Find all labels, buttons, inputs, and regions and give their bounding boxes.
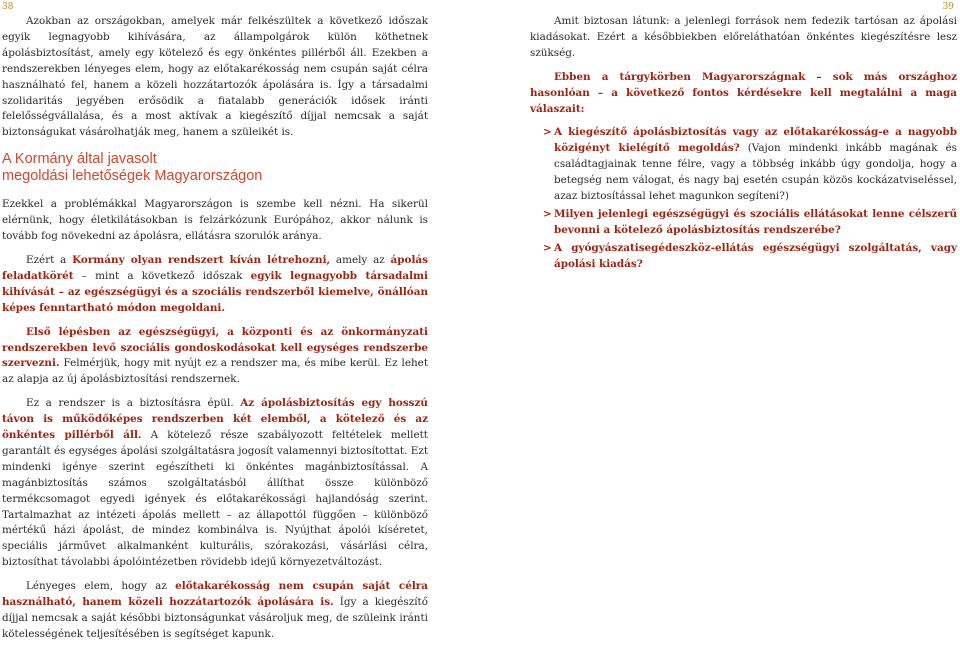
questions-intro: Ebben a tárgykörben Magyarországnak – sok más országhoz hasonlóan – a következő fontos kérdésekre kell megtalálni a maga válaszait: (530, 70, 957, 115)
section-heading (2, 151, 428, 185)
problem-paragraph: Ezekkel a problémákkal Magyarországon is szembe kell nézni. Ha sikerül elérnünk, hogy életkilátásokban is felzárkózunk Európához, akkor nálunk is tovább fog növekedni az ápolásra, ellátásra szorulók aránya. (2, 198, 428, 243)
question-item: > A gyógyászatisegédeszköz-ellátás egészségügyi szolgáltatás, vagy ápolási kiadás? (543, 241, 957, 270)
section-heading-line2: megoldási lehetőségek Magyarországon (2, 168, 263, 185)
question-item: > Milyen jelenlegi egészségügyi és szociális ellátásokat lenne célszerű bevonni a kötelező ápolásbiztosítás rendszerébe? (543, 207, 957, 236)
question-list (530, 125, 957, 272)
emphasis: Kormány olyan rendszert kíván létrehozni, (72, 253, 331, 266)
section-heading-line1: A Kormány által javasolt (2, 151, 157, 168)
left-column (2, 14, 428, 651)
bullet-marker: > (543, 207, 552, 220)
emphasis: Az ápolásbiztosítás egy hosszú távon is működőképes rendszerben két elemből, a kötelező és az önkéntes pillérből áll. (2, 397, 428, 442)
page-number-left: 38 (2, 2, 14, 12)
emphasis: ápolás feladatkörét (2, 253, 428, 282)
question-item: > A kiegészítő ápolásbiztosítás vagy az előtakarékosság-e a nagyobb közigényt kielégítő megoldás? (Vajon mindenki inkább magának és családtagjainak tenne félre, vagy a többség inkább úgy gondolja, hogy a betegség nem válogat, és nagy baj esetén csupán közös kockázatviseléssel, azaz biztosítással lehet magunkon segíteni?) (543, 126, 957, 203)
funding-paragraph: Amit biztosan látunk: a jelenlegi források nem fedezik tartósan az ápolási kiadásokat. Ezért a későbbiekben előreláthatóan önkéntes kiegészítésre lesz szükség. (530, 15, 957, 59)
emphasis: Első lépésben az egészségügyi, a központi és az önkormányzati rendszerekben levő szociális gondoskodásokat kell egységes rendszerbe szervezni. (2, 325, 428, 370)
emphasis: előtakarékosság nem csupán saját célra használható, hanem közeli hozzátartozók ápolására is. (2, 580, 428, 609)
page-number-right: 39 (942, 2, 954, 12)
right-column (530, 14, 957, 275)
insurance-pillars-paragraph: Ez a rendszer is a biztosításra épül. Az ápolásbiztosítás egy hosszú távon is működőképes rendszerben két elemből, a kötelező és az önkéntes pillérből áll. A kötelező része szabályozott feltételek mellett garantált és egységes ápolási szolgáltatásra jogosít valamennyi biztosítottat. Ezt mindenki igénye szerint egészítheti ki önkéntes magánbiztosítással. A magánbiztosítás számos szolgáltatásból állíthat össze különböző termékcsomagot egyedi igények és előtakarékossági hajlandóság szerint. Tartalmazhat az intézeti ápolás mellett – az állapottól függően – különböző mértékű házi ápolást, de mindez kombinálva is. Nyújthat ápolói kíséretet, speciális járművet alkalmanként kulturális, szórakozási, vásárlási célra, biztosíthat távolabbi ápolóintézetben rövidebb idejű környezetváltozást. (2, 397, 428, 569)
intro-paragraph: Azokban az országokban, amelyek már felkészültek a következő időszak egyik legnagyobb kihívására, az állampolgárok külön köthetnek ápolásbiztosítást, amely egy kötelező és egy önkéntes pillérből áll. Ezekben a rendszerekben lényeges elem, hogy az előtakarékosság nem csupán saját célra használható fel, hanem a közeli hozzátartozók ápolására is. Így a társadalmi szolidaritás jegyében erősödik a fiatalabb generációk idősek iránti felelősségvállalása, és a most aktívak a kiegészítő díjjal nemcsak a saját biztonságukat vásárolhatják meg, hanem a szüleikét is. (2, 15, 428, 139)
government-goal-paragraph: Ezért a Kormány olyan rendszert kíván létrehozni, amely az ápolás feladatkörét – mint a következő időszak egyik legnagyobb társadalmi kihívását – az egészségügyi és a szociális rendszerből kiemelve, önállóan képes fenntartható módon megoldani. (2, 253, 428, 314)
bullet-marker: > (543, 126, 552, 139)
first-step-paragraph: Első lépésben az egészségügyi, a központi és az önkormányzati rendszerekben levő szociális gondoskodásokat kell egységes rendszerbe szervezni. Felmérjük, hogy mit nyújt ez a rendszer ma, és mibe kerül. Ez lehet az alapja az új ápolásbiztosítási rendszernek. (2, 325, 428, 386)
bullet-marker: > (543, 241, 552, 254)
emphasis: egyik legnagyobb társadalmi kihívását – az egészségügyi és a szociális rendszerből kiemelve, önállóan képes fenntartható módon megoldani. (2, 269, 428, 314)
savings-paragraph: Lényeges elem, hogy az előtakarékosság nem csupán saját célra használható, hanem közeli hozzátartozók ápolására is. Így a kiegészítő díjjal nemcsak a saját későbbi biztonságunkat vásároljuk meg, de szüleink iránti kötelességének teljesítésében is segítséget kapunk. (2, 580, 428, 640)
